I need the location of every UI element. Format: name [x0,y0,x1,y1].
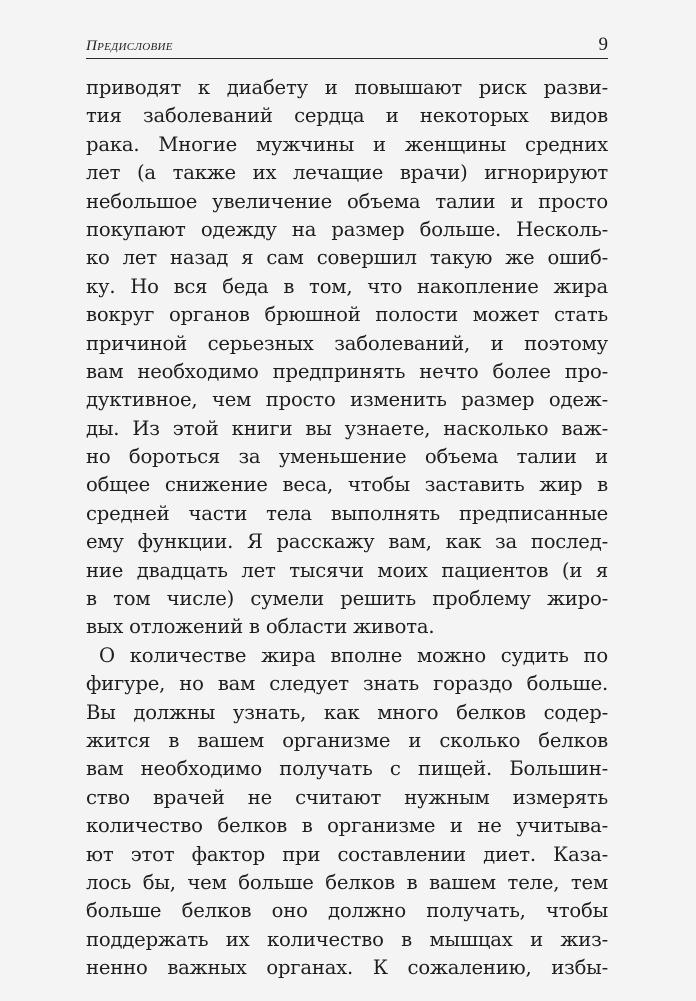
text-line: ненно важных органах. К сожалению, избы- [86,956,608,980]
text-line: ют этот фактор при составлении диет. Каза- [86,842,608,866]
text-line: жится в вашем организме и сколько белков [86,728,608,752]
text-line: ство врачей не считают нужным измерять [86,785,608,809]
text-line: ему функции. Я расскажу вам, как за послед- [86,530,608,554]
text-line: небольшое увеличение объема талии и просто [86,189,608,213]
text-line: фигуре, но вам следует знать гораздо больше. [86,672,608,696]
text-line: больше белков оно должно получать, чтобы [86,899,608,923]
paragraph-2 [86,642,608,983]
text-line: лет (а также их лечащие врачи) игнорируют [86,161,608,185]
text-line: О количестве жира вполне можно судить по [99,643,608,667]
running-title: Предисловие [86,38,173,54]
text-line: общее снижение веса, чтобы заставить жир в [86,473,608,497]
text-line: вокруг органов брюшной полости может стать [86,303,608,327]
text-line: ды. Из этой книги вы узнаете, насколько важ- [86,416,608,440]
text-line: дуктивное, чем просто изменить размер одеж- [86,388,608,412]
text-line: вам необходимо предпринять нечто более про- [86,359,608,383]
page-number: 9 [598,34,608,55]
text-line: в том числе) сумели решить проблему жиро- [86,587,608,611]
text-line: вам необходимо получать с пищей. Большин- [86,757,608,781]
text-line: ку. Но вся беда в том, что накопление жира [86,274,608,298]
text-line: рака. Многие мужчины и женщины средних [86,132,608,156]
body-text [86,74,608,983]
text-line: ние двадцать лет тысячи моих пациентов (и я [86,558,608,582]
text-line: но бороться за уменьшение объема талии и [86,445,608,469]
text-line: причиной серьезных заболеваний, и поэтому [86,331,608,355]
text-line: вых отложений в области живота. [86,615,435,639]
text-line: лось бы, чем больше белков в вашем теле, тем [86,870,608,894]
paragraph-1 [86,74,608,642]
text-line: средней части тела выполнять предписанные [86,501,608,525]
text-line: количество белков в организме и не учитыва- [86,814,608,838]
text-line: Вы должны узнать, как много белков содер- [86,700,608,724]
text-line: поддержать их количество в мышцах и жиз- [86,927,608,951]
running-header [86,36,608,59]
text-line: ко лет назад я сам совершил такую же ошиб- [86,246,608,270]
text-line: тия заболеваний сердца и некоторых видов [86,104,608,128]
text-line: покупают одежду на размер больше. Несколь- [86,217,608,241]
text-line: приводят к диабету и повышают риск разви- [86,76,608,99]
